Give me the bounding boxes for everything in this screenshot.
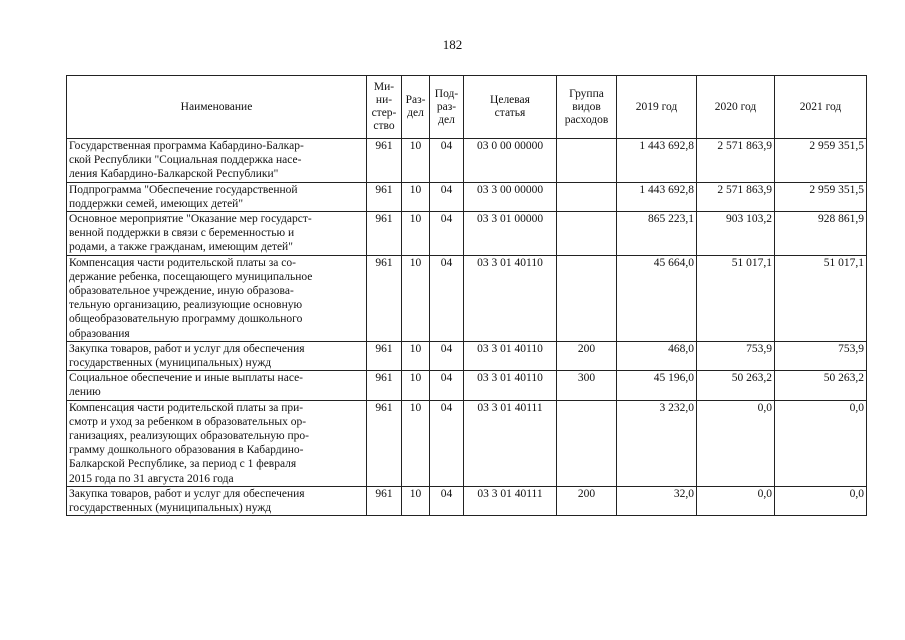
row-2020: 2 571 863,9 — [697, 182, 775, 211]
row-2019: 45 664,0 — [617, 255, 697, 341]
row-2019: 32,0 — [617, 486, 697, 515]
table-row — [67, 486, 867, 515]
row-ministry: 961 — [367, 341, 402, 370]
row-2020: 0,0 — [697, 486, 775, 515]
row-2020: 50 263,2 — [697, 371, 775, 400]
row-target: 03 0 00 00000 — [464, 139, 557, 183]
row-section: 10 — [402, 341, 430, 370]
row-name: Закупка товаров, работ и услуг для обеспечения государственных (муниципальных) нужд — [67, 341, 367, 370]
budget-table — [66, 75, 867, 516]
row-2020: 51 017,1 — [697, 255, 775, 341]
row-name: Закупка товаров, работ и услуг для обеспечения государственных (муниципальных) нужд — [67, 486, 367, 515]
table-header — [67, 76, 867, 139]
row-subsection: 04 — [430, 182, 464, 211]
row-2021: 0,0 — [775, 486, 867, 515]
row-name: Компенсация части родительской платы за при- смотр и уход за ребенком в образовательных ор- ганизациях, реализующих образовательную про- грамму дошкольного образования в Кабардино- Балкарской Республике, за период с 1 февраля 2015 года по 31 августа 2016 года — [67, 400, 367, 486]
header-2020: 2020 год — [697, 76, 775, 139]
row-2021: 50 263,2 — [775, 371, 867, 400]
row-ministry: 961 — [367, 212, 402, 256]
row-2020: 2 571 863,9 — [697, 139, 775, 183]
table-row — [67, 212, 867, 256]
row-2021: 928 861,9 — [775, 212, 867, 256]
row-name: Компенсация части родительской платы за со- держание ребенка, посещающего муниципальное образовательное учреждение, иную образова- тельную организацию, реализующие основную общеобразовательную программу дошкольного образования — [67, 255, 367, 341]
header-target: Целевая статья — [464, 76, 557, 139]
row-ministry: 961 — [367, 400, 402, 486]
row-section: 10 — [402, 486, 430, 515]
row-target: 03 3 00 00000 — [464, 182, 557, 211]
row-2019: 1 443 692,8 — [617, 139, 697, 183]
row-group: 200 — [557, 486, 617, 515]
row-subsection: 04 — [430, 371, 464, 400]
row-subsection: 04 — [430, 341, 464, 370]
row-target: 03 3 01 40110 — [464, 255, 557, 341]
row-group — [557, 182, 617, 211]
row-2021: 0,0 — [775, 400, 867, 486]
header-group: Группа видов расходов — [557, 76, 617, 139]
row-2020: 903 103,2 — [697, 212, 775, 256]
row-2020: 0,0 — [697, 400, 775, 486]
row-ministry: 961 — [367, 371, 402, 400]
row-target: 03 3 01 00000 — [464, 212, 557, 256]
row-group — [557, 400, 617, 486]
row-2021: 753,9 — [775, 341, 867, 370]
row-target: 03 3 01 40111 — [464, 486, 557, 515]
row-name: Государственная программа Кабардино-Балкар- ской Республики "Социальная поддержка насе- ления Кабардино-Балкарской Республики" — [67, 139, 367, 183]
table-row — [67, 139, 867, 183]
header-name: Наименование — [67, 76, 367, 139]
row-subsection: 04 — [430, 139, 464, 183]
row-name: Основное мероприятие "Оказание мер государст- венной поддержки в связи с беременностью и родами, а также гражданам, имеющим детей" — [67, 212, 367, 256]
row-section: 10 — [402, 371, 430, 400]
row-2019: 3 232,0 — [617, 400, 697, 486]
header-2019: 2019 год — [617, 76, 697, 139]
row-group — [557, 255, 617, 341]
table-body — [67, 139, 867, 516]
row-target: 03 3 01 40110 — [464, 341, 557, 370]
row-group — [557, 139, 617, 183]
page-number: 182 — [442, 37, 463, 52]
row-2019: 468,0 — [617, 341, 697, 370]
table-row — [67, 182, 867, 211]
row-2021: 51 017,1 — [775, 255, 867, 341]
row-target: 03 3 01 40111 — [464, 400, 557, 486]
row-subsection: 04 — [430, 212, 464, 256]
table-row — [67, 255, 867, 341]
row-ministry: 961 — [367, 255, 402, 341]
row-ministry: 961 — [367, 139, 402, 183]
row-group: 300 — [557, 371, 617, 400]
row-section: 10 — [402, 139, 430, 183]
row-2019: 45 196,0 — [617, 371, 697, 400]
row-name: Подпрограмма "Обеспечение государственной поддержки семей, имеющих детей" — [67, 182, 367, 211]
row-2021: 2 959 351,5 — [775, 139, 867, 183]
row-2019: 865 223,1 — [617, 212, 697, 256]
row-ministry: 961 — [367, 182, 402, 211]
row-target: 03 3 01 40110 — [464, 371, 557, 400]
row-subsection: 04 — [430, 486, 464, 515]
row-group — [557, 212, 617, 256]
row-2020: 753,9 — [697, 341, 775, 370]
header-ministry: Ми- ни- стер- ство — [367, 76, 402, 139]
row-section: 10 — [402, 212, 430, 256]
row-subsection: 04 — [430, 255, 464, 341]
row-2021: 2 959 351,5 — [775, 182, 867, 211]
table-row — [67, 400, 867, 486]
row-subsection: 04 — [430, 400, 464, 486]
row-name: Социальное обеспечение и иные выплаты насе- лению — [67, 371, 367, 400]
row-section: 10 — [402, 182, 430, 211]
row-group: 200 — [557, 341, 617, 370]
row-2019: 1 443 692,8 — [617, 182, 697, 211]
row-section: 10 — [402, 255, 430, 341]
table-row — [67, 341, 867, 370]
row-section: 10 — [402, 400, 430, 486]
table-row — [67, 371, 867, 400]
header-subsection: Под- раз- дел — [430, 76, 464, 139]
header-section: Раз- дел — [402, 76, 430, 139]
row-ministry: 961 — [367, 486, 402, 515]
header-2021: 2021 год — [775, 76, 867, 139]
